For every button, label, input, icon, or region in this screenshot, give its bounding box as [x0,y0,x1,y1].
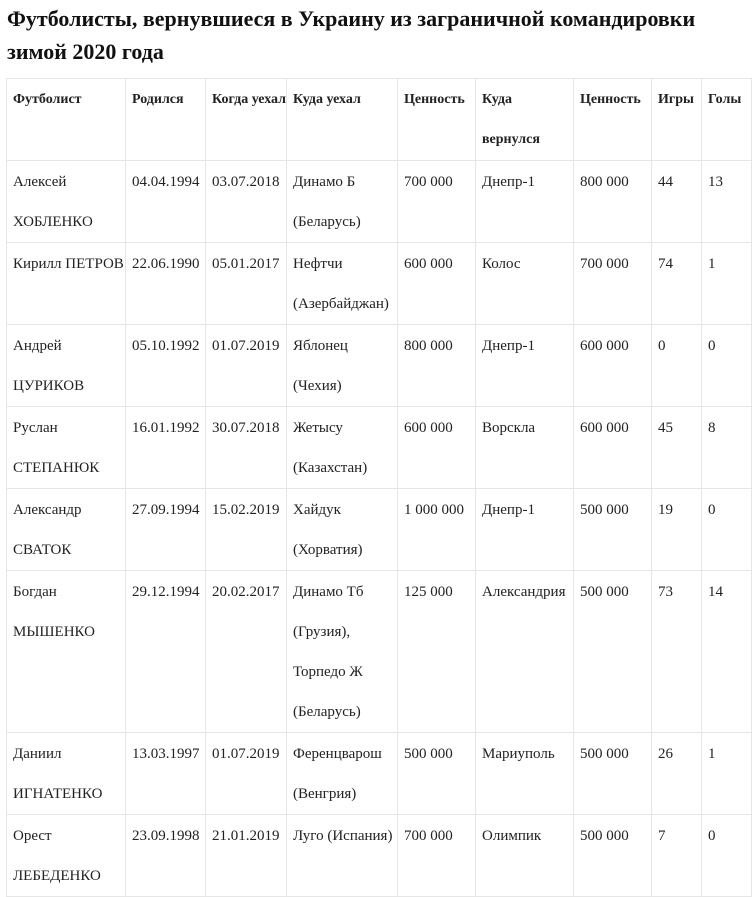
table-body [7,161,752,897]
col-header-returned-to: Куда вернулся [476,79,574,161]
cell-returned-to: Мариуполь [476,733,574,815]
table-row [7,161,752,243]
table-row [7,733,752,815]
cell-left-to: Яблонец (Чехия) [287,325,398,407]
cell-games: 74 [652,243,702,325]
cell-born: 29.12.1994 [126,571,206,733]
cell-left-date: 05.01.2017 [206,243,287,325]
cell-value-after: 500 000 [574,571,652,733]
cell-left-to: Хайдук (Хорватия) [287,489,398,571]
cell-born: 23.09.1998 [126,815,206,897]
table-header-row [7,79,752,161]
cell-value-after: 500 000 [574,489,652,571]
cell-goals: 1 [702,733,752,815]
cell-left-to: Ференцварош (Венгрия) [287,733,398,815]
cell-value-before: 700 000 [398,161,476,243]
col-header-games: Игры [652,79,702,161]
cell-value-before: 800 000 [398,325,476,407]
cell-born: 16.01.1992 [126,407,206,489]
cell-games: 44 [652,161,702,243]
cell-returned-to: Ворскла [476,407,574,489]
cell-returned-to: Днепр-1 [476,325,574,407]
cell-left-to: Динамо Тб (Грузия), Торпедо Ж (Беларусь) [287,571,398,733]
cell-goals: 14 [702,571,752,733]
cell-left-to: Жетысу (Казахстан) [287,407,398,489]
cell-goals: 1 [702,243,752,325]
cell-player: Даниил ИГНАТЕНКО [7,733,126,815]
col-header-player: Футболист [7,79,126,161]
cell-left-date: 01.07.2019 [206,733,287,815]
cell-value-before: 600 000 [398,243,476,325]
cell-born: 05.10.1992 [126,325,206,407]
cell-value-before: 600 000 [398,407,476,489]
cell-games: 73 [652,571,702,733]
cell-games: 45 [652,407,702,489]
players-table [6,78,752,897]
cell-born: 04.04.1994 [126,161,206,243]
cell-games: 7 [652,815,702,897]
cell-value-before: 500 000 [398,733,476,815]
cell-goals: 8 [702,407,752,489]
table-row [7,571,752,733]
cell-born: 13.03.1997 [126,733,206,815]
cell-player: Алексей ХОБЛЕНКО [7,161,126,243]
cell-value-after: 800 000 [574,161,652,243]
cell-born: 22.06.1990 [126,243,206,325]
col-header-value-after: Ценность [574,79,652,161]
cell-returned-to: Александрия [476,571,574,733]
cell-value-after: 700 000 [574,243,652,325]
cell-left-date: 30.07.2018 [206,407,287,489]
cell-returned-to: Днепр-1 [476,489,574,571]
cell-returned-to: Колос [476,243,574,325]
cell-returned-to: Днепр-1 [476,161,574,243]
players-table-wrapper [6,78,752,897]
cell-goals: 0 [702,325,752,407]
col-header-left-date: Когда уехал [206,79,287,161]
cell-returned-to: Олимпик [476,815,574,897]
cell-value-after: 600 000 [574,407,652,489]
cell-player: Кирилл ПЕТРОВ [7,243,126,325]
cell-goals: 13 [702,161,752,243]
table-row [7,407,752,489]
col-header-left-to: Куда уехал [287,79,398,161]
cell-games: 19 [652,489,702,571]
col-header-value-before: Ценность [398,79,476,161]
cell-left-date: 21.01.2019 [206,815,287,897]
col-header-goals: Голы [702,79,752,161]
cell-games: 0 [652,325,702,407]
cell-born: 27.09.1994 [126,489,206,571]
table-row [7,815,752,897]
cell-player: Александр СВАТОК [7,489,126,571]
cell-goals: 0 [702,815,752,897]
cell-goals: 0 [702,489,752,571]
cell-left-date: 15.02.2019 [206,489,287,571]
cell-player: Богдан МЫШЕНКО [7,571,126,733]
table-row [7,243,752,325]
cell-value-before: 125 000 [398,571,476,733]
cell-value-after: 600 000 [574,325,652,407]
cell-value-after: 500 000 [574,733,652,815]
table-row [7,325,752,407]
cell-left-date: 01.07.2019 [206,325,287,407]
cell-player: Андрей ЦУРИКОВ [7,325,126,407]
cell-left-date: 20.02.2017 [206,571,287,733]
cell-games: 26 [652,733,702,815]
cell-left-to: Динамо Б (Беларусь) [287,161,398,243]
cell-left-date: 03.07.2018 [206,161,287,243]
cell-value-after: 500 000 [574,815,652,897]
table-row [7,489,752,571]
cell-player: Орест ЛЕБЕДЕНКО [7,815,126,897]
col-header-born: Родился [126,79,206,161]
cell-left-to: Нефтчи (Азербайджан) [287,243,398,325]
cell-player: Руслан СТЕПАНЮК [7,407,126,489]
cell-value-before: 1 000 000 [398,489,476,571]
cell-left-to: Луго (Испания) [287,815,398,897]
cell-value-before: 700 000 [398,815,476,897]
page-title: Футболисты, вернувшиеся в Украину из заграничной командировки зимой 2020 года [7,6,696,64]
